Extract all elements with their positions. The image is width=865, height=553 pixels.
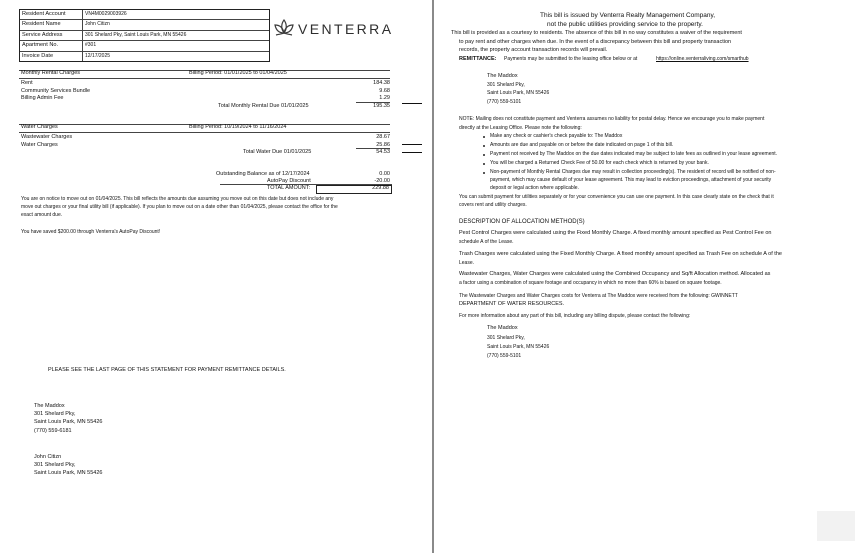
statement-page-1 (0, 0, 432, 553)
bullet-icon (483, 163, 485, 165)
recipient-name: John Citizn (34, 454, 62, 460)
sender-phone: (770) 559-6181 (34, 428, 72, 434)
info-row-account (20, 10, 269, 20)
info-label: Service Address (20, 31, 83, 40)
info-value: 12/17/2025 (85, 52, 111, 59)
sender-line1: 301 Shelard Pky, (34, 411, 76, 417)
statement-page-2 (434, 0, 865, 553)
water-section-title: Water Charges (21, 124, 58, 130)
info-value: #301 (85, 42, 97, 49)
info-row-invoice-date (20, 52, 269, 61)
autopay-discount-amount: -20.00 (374, 178, 390, 184)
rental-item-amount: 1.29 (379, 95, 390, 101)
sender-name: The Maddox (34, 403, 65, 409)
water-total-label: Total Water Due 01/01/2025 (243, 149, 312, 155)
info-row-name (20, 20, 269, 30)
contact-line1: 301 Shelard Pky, (487, 335, 525, 341)
info-label: Resident Name (20, 20, 83, 29)
move-out-notice: You are on notice to move out on 01/04/2025. This bill reflects the amounts due assuming you move out on this date but does not include any (21, 196, 334, 202)
rental-item-amount: 9.68 (379, 88, 390, 94)
list-item-continued: deposit or legal action where applicable. (490, 185, 579, 191)
water-billing-period: Billing Period: 10/19/2024 to 11/16/2024 (189, 124, 287, 130)
trash-desc: Lease. (459, 260, 475, 266)
note-line: NOTE: Mailing does not constitute payment and Venterra assumes no liability for postal delay. Hence we encourage you to make payment (459, 116, 765, 122)
rental-item-label: Billing Admin Fee (21, 95, 64, 101)
move-out-notice: exact amount due. (21, 212, 63, 218)
more-info-text: For more information about any part of this bill, including any billing dispute, please contact the following: (459, 313, 691, 319)
info-label: Invoice Date (20, 52, 83, 61)
water-item-amount: 28.67 (376, 134, 390, 140)
venterra-logo (272, 18, 392, 40)
list-item: You will be charged a Returned Check Fee of 50.00 for each check which is returned by your bank. (490, 160, 709, 166)
trash-desc: Trash Charges were calculated using the Fixed Monthly Charge. A fixed monthly amount specified as Trash Fee on schedule A of the (459, 251, 782, 257)
separate-payment-note: covers rent and utility charges. (459, 202, 527, 208)
sender-line2: Saint Louis Park, MN 55426 (34, 419, 103, 425)
rental-total-label: Total Monthly Rental Due 01/01/2025 (218, 103, 309, 109)
bullet-icon (483, 172, 485, 174)
wastewater-desc: a factor using a combination of square footage and occupancy in which no more than 60% is based on square footage. (459, 280, 722, 286)
contact-phone: (770) 559-5101 (487, 353, 522, 359)
list-item: Amounts are due and payable on or before the date indicated on page 1 of this bill. (490, 142, 674, 148)
margin-mark (402, 144, 422, 145)
water-total-amount: 54.53 (376, 149, 390, 155)
list-item-continued: payment, which may cause default of your lease agreement. This may lead to eviction proceedings, attachment of your security (490, 177, 772, 183)
margin-mark (402, 103, 422, 104)
smarthub-link[interactable]: https://online.venterraliving.com/smarthub (656, 56, 749, 62)
total-amount-label: TOTAL AMOUNT: (267, 185, 310, 191)
wastewater-desc: Wastewater Charges, Water Charges were calculated using the Combined Occupancy and Sq/ft Allocation method. Allocated as (459, 271, 771, 277)
bullet-icon (483, 136, 485, 138)
water-item-label: Water Charges (21, 142, 58, 148)
info-label: Apartment No. (20, 41, 83, 50)
rental-section-title: Monthly Rental Charges (21, 70, 81, 76)
intro-line: This bill is issued by Venterra Realty Management Company, (540, 12, 716, 19)
recipient-line1: 301 Shelard Pky, (34, 462, 76, 468)
allocation-title: DESCRIPTION OF ALLOCATION METHOD(S) (459, 219, 585, 225)
info-value: 301 Shelard Pky, Saint Louis Park, MN 55426 (85, 31, 187, 38)
rental-item-amount: 184.38 (373, 80, 390, 86)
separate-payment-note: You can submit payment for utilities separately or for your convenience you can use one payment. In this case clearly state on the check that it (459, 194, 774, 200)
list-item: Non-payment of Monthly Rental Charges due may result in collection proceeding(s). The resident of record will be notified of non- (490, 169, 776, 175)
info-row-apartment (20, 41, 269, 51)
list-item: Payment not received by The Maddox on the due dates indicated may be subject to late fees as outlined in your lease agreement. (490, 151, 778, 157)
intro-line: not the public utilities providing service to the property. (547, 21, 703, 28)
pest-control-desc: schedule A of the Lease. (459, 239, 514, 245)
remittance-label: REMITTANCE: (459, 56, 497, 62)
note-line: directly at the Leasing Office. Please note the following: (459, 125, 582, 131)
bullet-icon (483, 145, 485, 147)
rental-billing-period: Billing Period: 01/01/2025 to 01/04/2025 (189, 70, 287, 76)
info-label: Resident Account (20, 10, 83, 19)
rental-item-label: Community Services Bundle (21, 88, 91, 94)
margin-mark (402, 152, 422, 153)
office-name: The Maddox (487, 73, 518, 79)
intro-line: to pay rent and other charges when due. In the event of a discrepancy between this bill and property transaction (459, 39, 732, 45)
office-line2: Saint Louis Park, MN 55426 (487, 90, 550, 96)
scan-artifact (817, 511, 855, 541)
autopay-discount-label: AutoPay Discount (267, 178, 311, 184)
contact-name: The Maddox (487, 325, 518, 331)
water-item-amount: 25.86 (376, 142, 390, 148)
total-amount-value: 229.88 (372, 185, 389, 191)
pest-control-desc: Pest Control Charges were calculated using the Fixed Monthly Charge. A fixed monthly amount specified as Pest Control Fee on (459, 230, 772, 236)
remittance-notice: PLEASE SEE THE LAST PAGE OF THIS STATEMENT FOR PAYMENT REMITTANCE DETAILS. (48, 367, 286, 373)
remittance-text: Payments may be submitted to the leasing office below or at (504, 56, 638, 62)
rental-item-label: Rent (21, 80, 33, 86)
logo-wordmark: VENTERRA (298, 21, 394, 37)
source-desc: The Wastewater Charges and Water Charges costs for Venterra at The Maddox were received from the following: GWINNETT (459, 293, 738, 299)
water-item-label: Wastewater Charges (21, 134, 73, 140)
account-info-table (19, 9, 270, 62)
autopay-saved-notice: You have saved $200.00 through Venterra's AutoPay Discount! (21, 229, 161, 235)
source-desc: DEPARTMENT OF WATER RESOURCES. (459, 301, 565, 307)
bullet-icon (483, 154, 485, 156)
intro-line: records, the property account transaction records will prevail. (459, 47, 608, 53)
office-line1: 301 Shelard Pky, (487, 82, 525, 88)
rental-total-amount: 195.35 (373, 103, 390, 109)
recipient-line2: Saint Louis Park, MN 55426 (34, 470, 103, 476)
outstanding-balance-amount: 0.00 (379, 171, 390, 177)
intro-line: This bill is provided as a courtesy to residents. The absence of this bill in no way constitutes a waiver of the requirement (451, 30, 742, 36)
outstanding-balance-label: Outstanding Balance as of 12/17/2024 (216, 171, 310, 177)
move-out-notice: move out charges or your final utility bill (if applicable). If you plan to move out on a date other than 01/04/2025, please contact the office for the (21, 204, 338, 210)
leaf-emblem-icon (272, 18, 296, 40)
info-value: John Citizn (85, 21, 110, 28)
info-row-address (20, 31, 269, 41)
contact-line2: Saint Louis Park, MN 55426 (487, 344, 550, 350)
info-value: VN4M0029003926 (85, 11, 127, 17)
list-item: Make any check or cashier's check payable to: The Maddox (490, 133, 623, 139)
office-phone: (770) 559-5101 (487, 99, 522, 105)
